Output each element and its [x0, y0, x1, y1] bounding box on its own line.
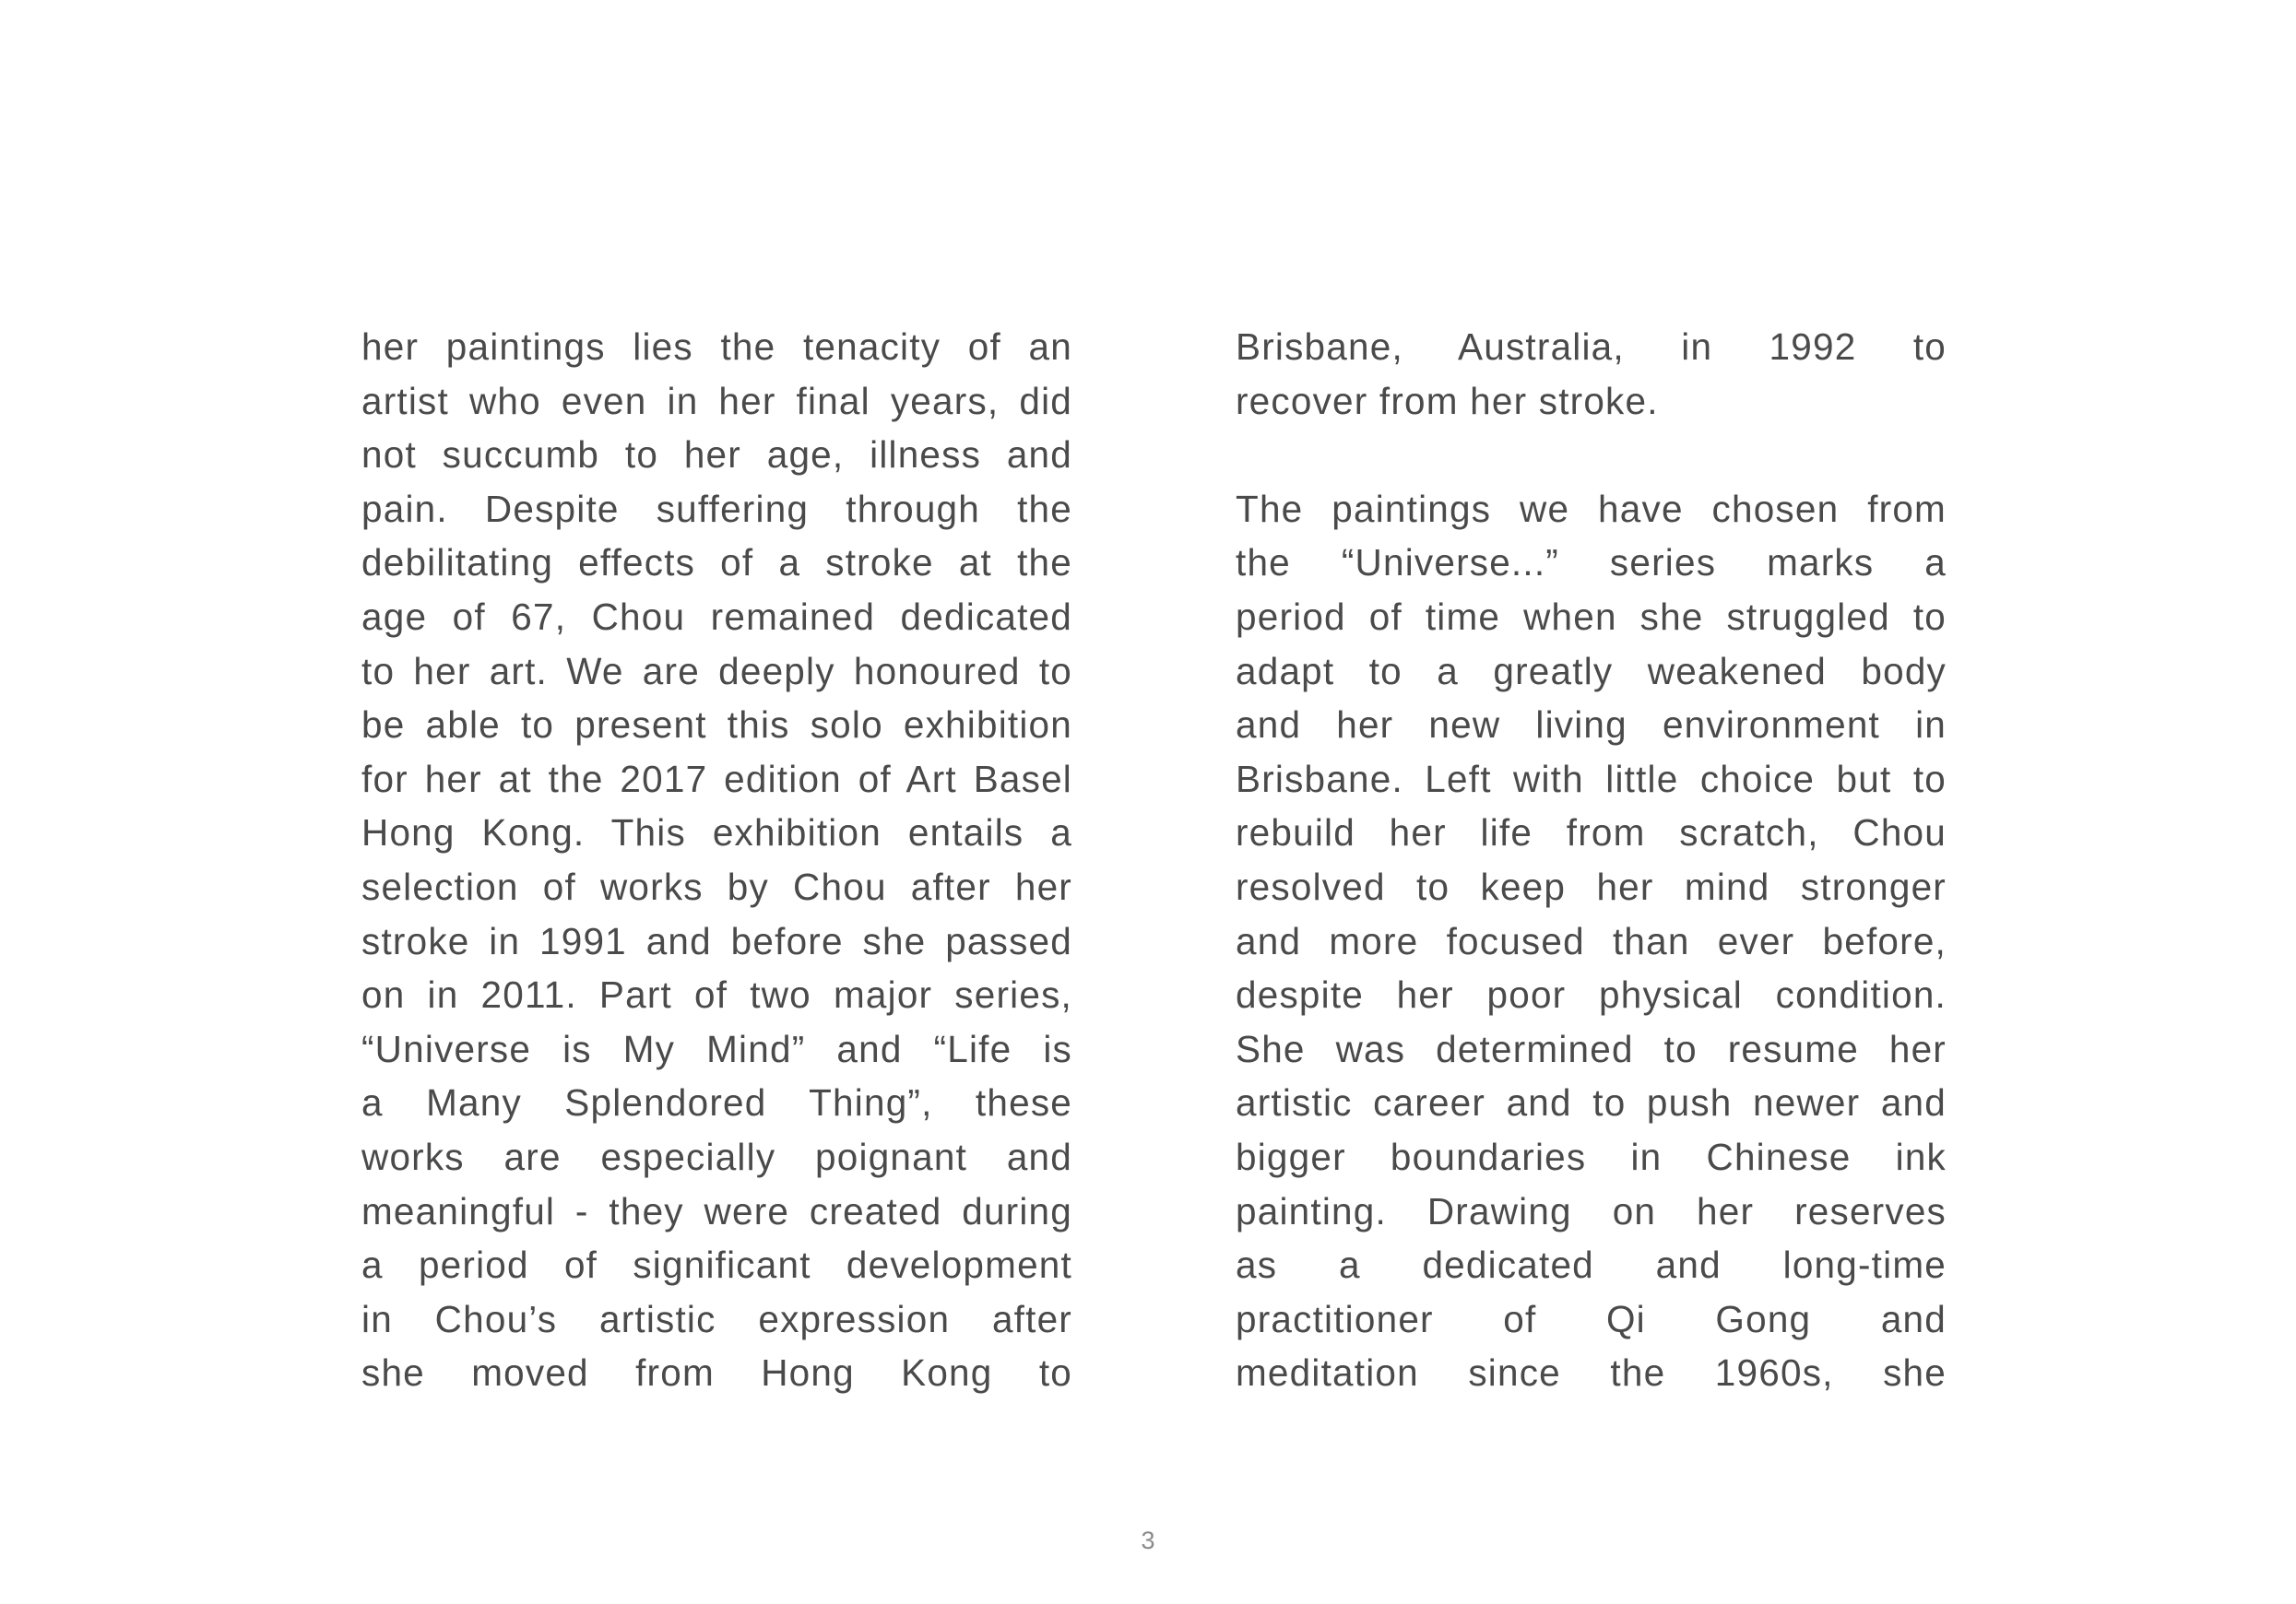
text-line: Brisbane, Australia, in 1992 to [1236, 325, 1947, 368]
text-line: the “Universe...” series marks a [1236, 541, 1947, 584]
text-line: she moved from Hong Kong to [361, 1351, 1072, 1395]
text-line: a Many Splendored Thing”, these [361, 1081, 1072, 1125]
paragraph-break [1236, 428, 1947, 482]
text-line: recover from her stroke. [1236, 379, 1659, 422]
text-line: on in 2011. Part of two major series, [361, 973, 1072, 1017]
text-line: selection of works by Chou after her [361, 865, 1072, 908]
text-line: and her new living environment in [1236, 703, 1947, 747]
text-line: “Universe is My Mind” and “Life is [361, 1027, 1072, 1070]
text-line: adapt to a greatly weakened body [1236, 649, 1947, 692]
text-line: debilitating effects of a stroke at the [361, 541, 1072, 584]
right-text-column [1236, 320, 1947, 1400]
text-line: meditation since the 1960s, she [1236, 1351, 1947, 1395]
text-line: be able to present this solo exhibition [361, 703, 1072, 747]
text-line: stroke in 1991 and before she passed [361, 919, 1072, 962]
left-text-column [361, 320, 1072, 1400]
text-line: her paintings lies the tenacity of an [361, 325, 1072, 368]
text-line: pain. Despite suffering through the [361, 487, 1072, 530]
text-line: in Chou’s artistic expression after [361, 1297, 1072, 1340]
text-line: practitioner of Qi Gong and [1236, 1297, 1947, 1340]
text-line: to her art. We are deeply honoured to [361, 649, 1072, 692]
text-line: bigger boundaries in Chinese ink [1236, 1135, 1947, 1178]
page-number: 3 [1141, 1527, 1155, 1554]
text-line: artist who even in her final years, did [361, 379, 1072, 422]
text-line: meaningful - they were created during [361, 1189, 1072, 1232]
text-line: and more focused than ever before, [1236, 919, 1947, 962]
text-line: despite her poor physical condition. [1236, 973, 1947, 1017]
text-line: not succumb to her age, illness and [361, 433, 1072, 477]
text-line: a period of significant development [361, 1244, 1072, 1287]
text-line: Hong Kong. This exhibition entails a [361, 811, 1072, 855]
text-line: Brisbane. Left with little choice but to [1236, 757, 1947, 800]
text-line: She was determined to resume her [1236, 1027, 1947, 1070]
text-line: as a dedicated and long-time [1236, 1244, 1947, 1287]
text-line: artistic career and to push newer and [1236, 1081, 1947, 1125]
text-line: age of 67, Chou remained dedicated [361, 595, 1072, 638]
text-line: The paintings we have chosen from [1236, 487, 1947, 530]
text-line: for her at the 2017 edition of Art Basel [361, 757, 1072, 800]
text-line: resolved to keep her mind stronger [1236, 865, 1947, 908]
text-line: painting. Drawing on her reserves [1236, 1189, 1947, 1232]
text-line: period of time when she struggled to [1236, 595, 1947, 638]
text-line: rebuild her life from scratch, Chou [1236, 811, 1947, 855]
text-line: works are especially poignant and [361, 1135, 1072, 1178]
